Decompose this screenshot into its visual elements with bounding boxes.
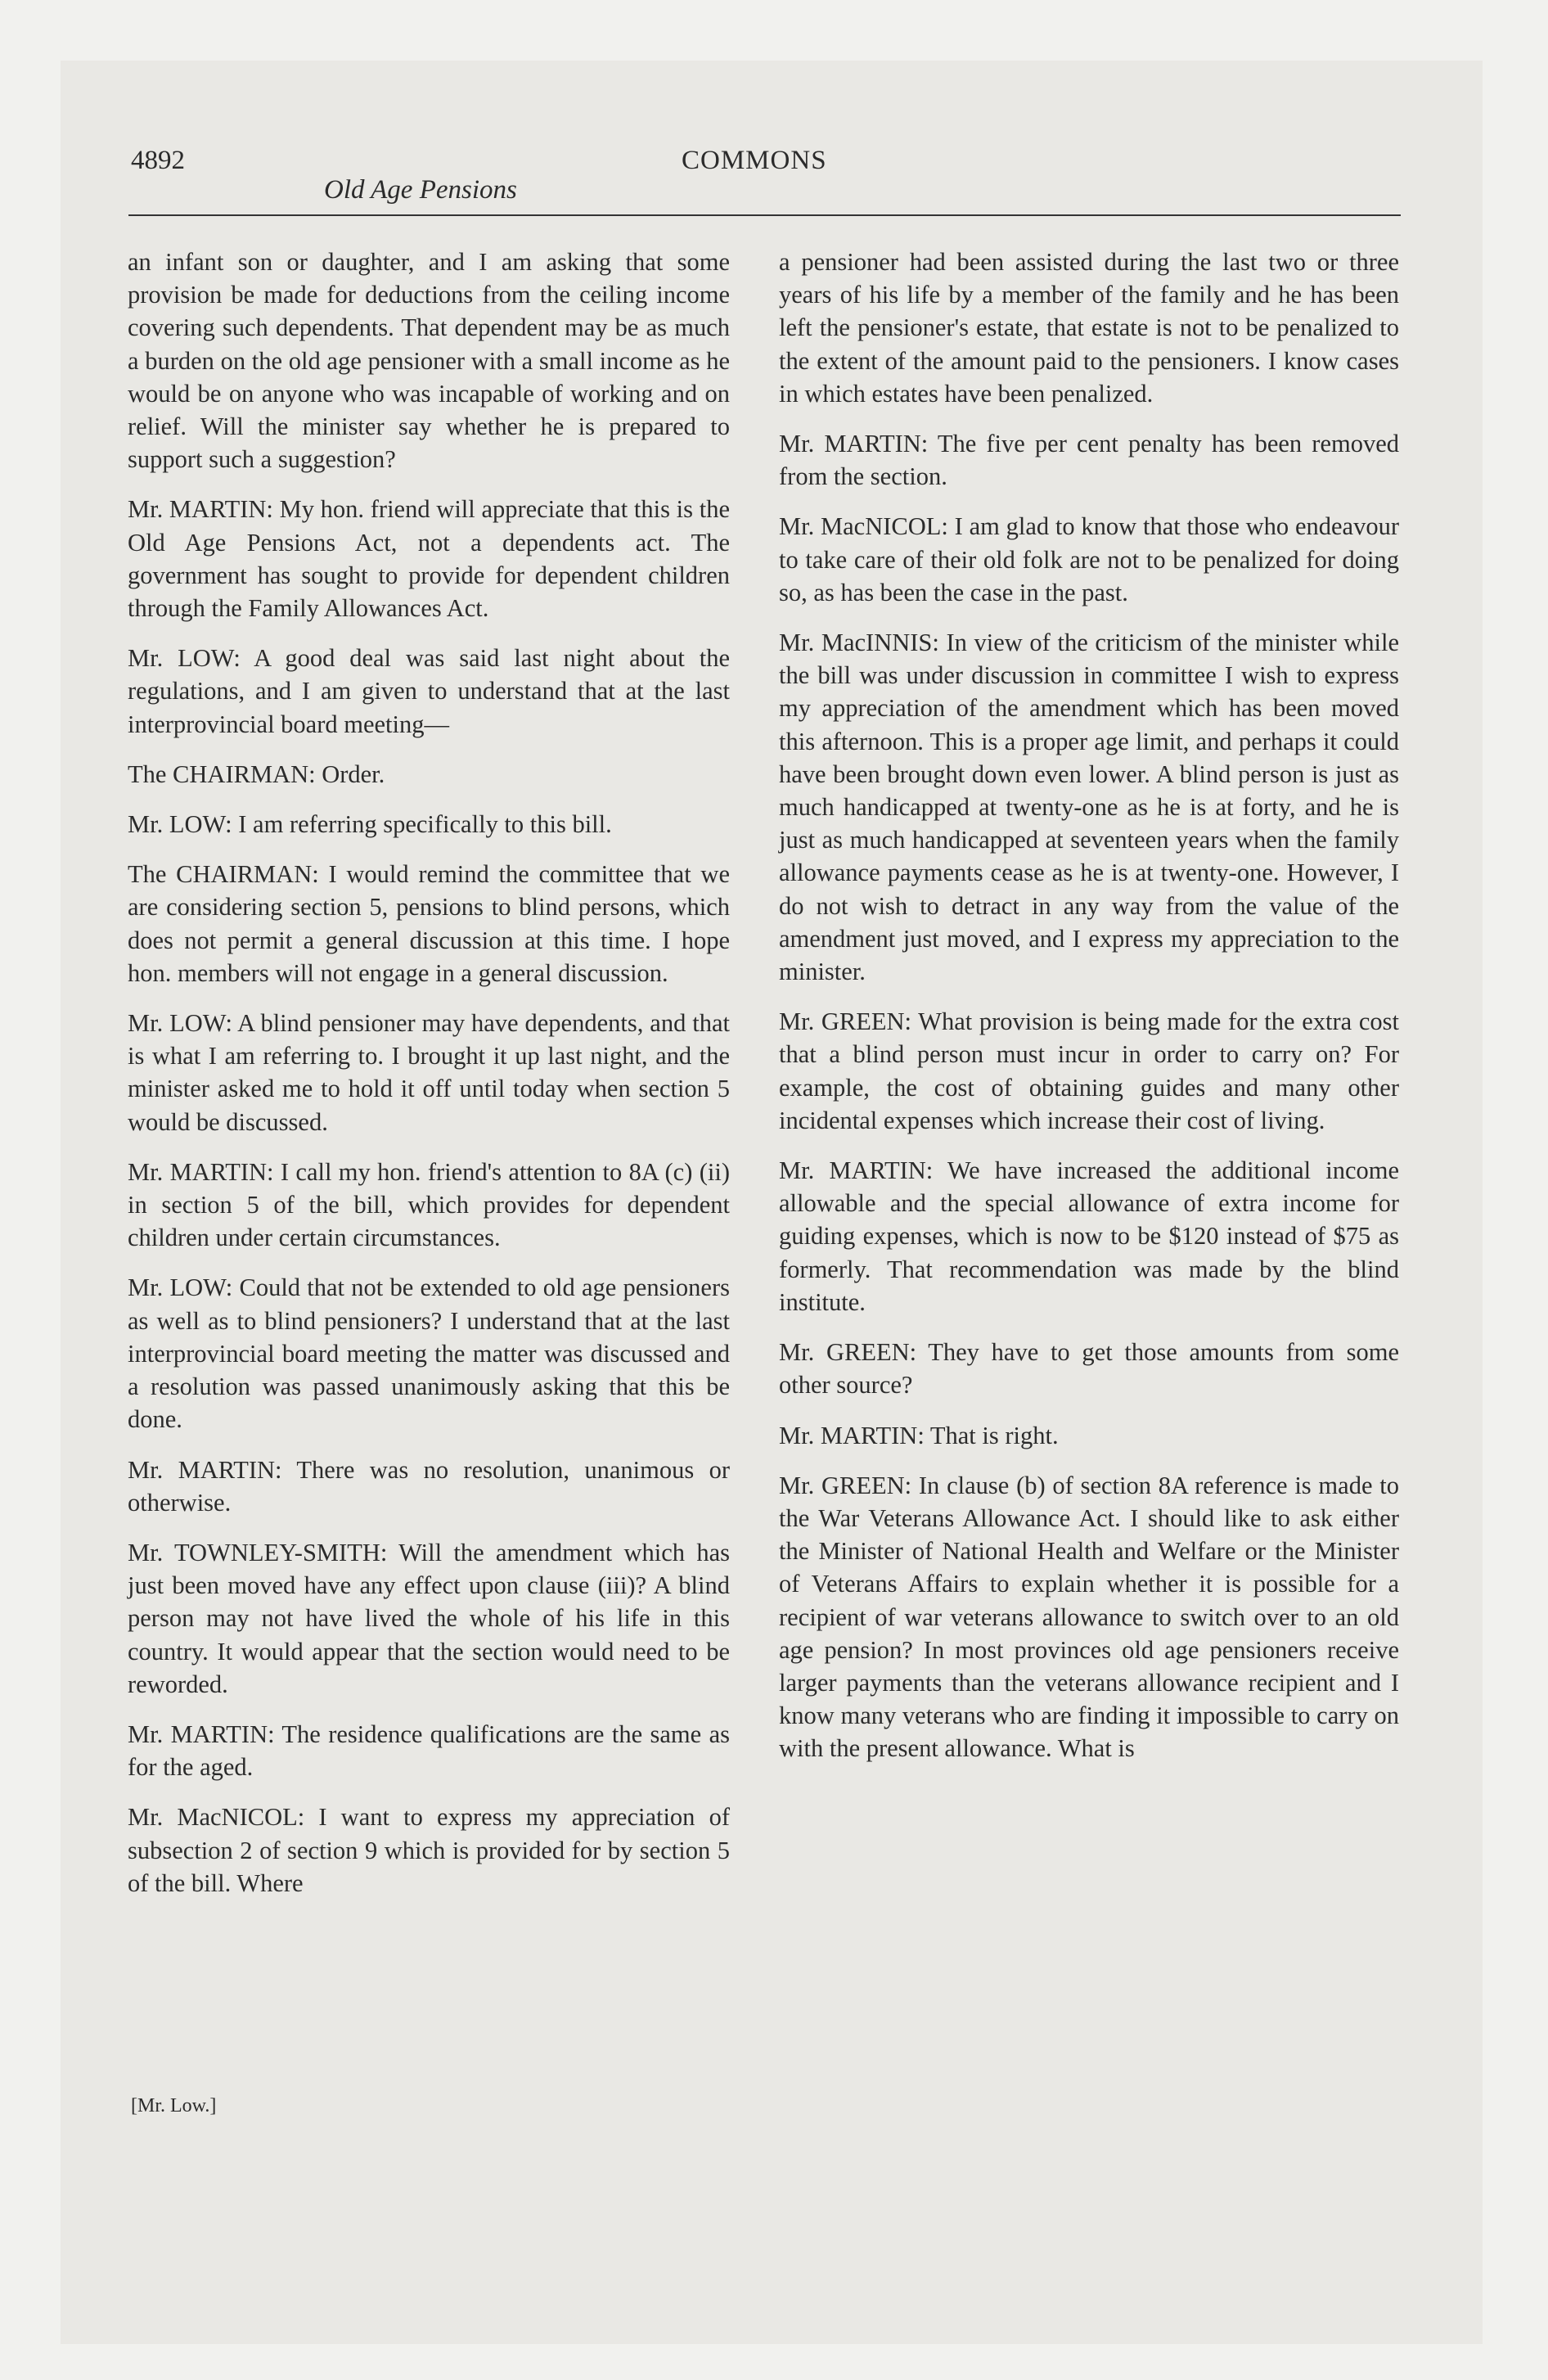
header-rule [128, 214, 1401, 216]
paragraph: Mr. MARTIN: The residence qualifications are the same as for the aged. [128, 1720, 730, 1782]
paragraph: Mr. MARTIN: There was no resolution, unanimous or otherwise. [128, 1455, 730, 1517]
paragraph: Mr. LOW: A good deal was said last night about the regulations, and I am given to understand that at the last interprovincial board meeting— [128, 644, 730, 738]
paragraph: The CHAIRMAN: I would remind the committee that we are considering section 5, pensions to blind persons, which does not permit a general discussion at this time. I hope hon. members will not engage in a general discussion. [128, 860, 730, 987]
left-column [128, 246, 730, 1917]
paragraph: Mr. MacINNIS: In view of the criticism of the minister while the bill was under discussion in committee I wish to express my appreciation of the amendment which has been moved this afternoon. This is a proper age limit, and perhaps it could have been brought down even lower. A blind person is just as much handicapped at twenty-one as he is at forty, and he is just as much handicapped at seventeen years when the family allowance payments cease as he is at twenty-one. However, I do not wish to detract in any way from the value of the amendment just moved, and I express my appreciation to the minister. [779, 629, 1399, 986]
paragraph: Mr. GREEN: What provision is being made for the extra cost that a blind person must incur in order to carry on? For example, the cost of obtaining guides and many other incidental expenses which increase their cost of living. [779, 1007, 1399, 1134]
paragraph: an infant son or daughter, and I am asking that some provision be made for deductions from the ceiling income covering such dependents. That dependent may be as much a burden on the old age pensioner with a small income as he would be on anyone who was incapable of working and on relief. Will the minister say whether he is prepared to support such a suggestion? [128, 248, 730, 474]
footer-speaker-note: [Mr. Low.] [131, 2095, 217, 2116]
paragraph: Mr. MacNICOL: I want to express my appreciation of subsection 2 of section 9 which is provided for by section 5 of the bill. Where [128, 1803, 730, 1897]
paragraph: Mr. MARTIN: I call my hon. friend's attention to 8A (c) (ii) in section 5 of the bill, which provides for dependent children under certain circumstances. [128, 1157, 730, 1252]
paragraph: Mr. MARTIN: We have increased the additional income allowable and the special allowance of extra income for guiding expenses, which is now to be $120 instead of $75 as formerly. That recommendation was made by the blind institute. [779, 1156, 1399, 1316]
paragraph: Mr. LOW: I am referring specifically to this bill. [128, 810, 612, 839]
paragraph: Mr. LOW: A blind pensioner may have dependents, and that is what I am referring to. I brought it up last night, and the minister asked me to hold it off until today when section 5 would be discussed. [128, 1009, 730, 1136]
paragraph: The CHAIRMAN: Order. [128, 760, 385, 788]
section-title: Old Age Pensions [324, 175, 517, 205]
paragraph: Mr. GREEN: In clause (b) of section 8A reference is made to the War Veterans Allowance Act. I should like to ask either the Minister of National Health and Welfare or the Minister of Veterans Affairs to explain whether it is possible for a recipient of war veterans allowance to switch over to an old age pension? In most provinces old age pensioners receive larger payments than the veterans allowance recipient and I know many veterans who are finding it impossible to carry on with the present allowance. What is [779, 1471, 1399, 1763]
page-header [131, 146, 1399, 211]
paragraph: Mr. MARTIN: My hon. friend will appreciate that this is the Old Age Pensions Act, not a dependents act. The government has sought to provide for dependent children through the Family Allowances Act. [128, 495, 730, 623]
house-name: COMMONS [682, 146, 827, 175]
page-number: 4892 [131, 146, 185, 175]
paragraph: a pensioner had been assisted during the last two or three years of his life by a member of the family and he has been left the pensioner's estate, that estate is not to be penalized to the extent of the amount paid to the pensioners. I know cases in which estates have been penalized. [779, 248, 1399, 408]
paragraph: Mr. MacNICOL: I am glad to know that those who endeavour to take care of their old folk are not to be penalized for doing so, as has been the case in the past. [779, 512, 1399, 606]
paragraph: Mr. MARTIN: The five per cent penalty has been removed from the section. [779, 430, 1399, 491]
paragraph: Mr. MARTIN: That is right. [779, 1421, 1059, 1449]
paragraph: Mr. TOWNLEY-SMITH: Will the amendment which has just been moved have any effect upon clause (iii)? A blind person may not have lived the whole of his life in this country. It would appear that the section would need to be reworded. [128, 1538, 730, 1698]
paragraph: Mr. GREEN: They have to get those amounts from some other source? [779, 1338, 1399, 1400]
paragraph: Mr. LOW: Could that not be extended to old age pensioners as well as to blind pensioners? I understand that at the last interprovincial board meeting the matter was discussed and a resolution was passed unanimously asking that this be done. [128, 1273, 730, 1434]
right-column [779, 246, 1399, 1783]
